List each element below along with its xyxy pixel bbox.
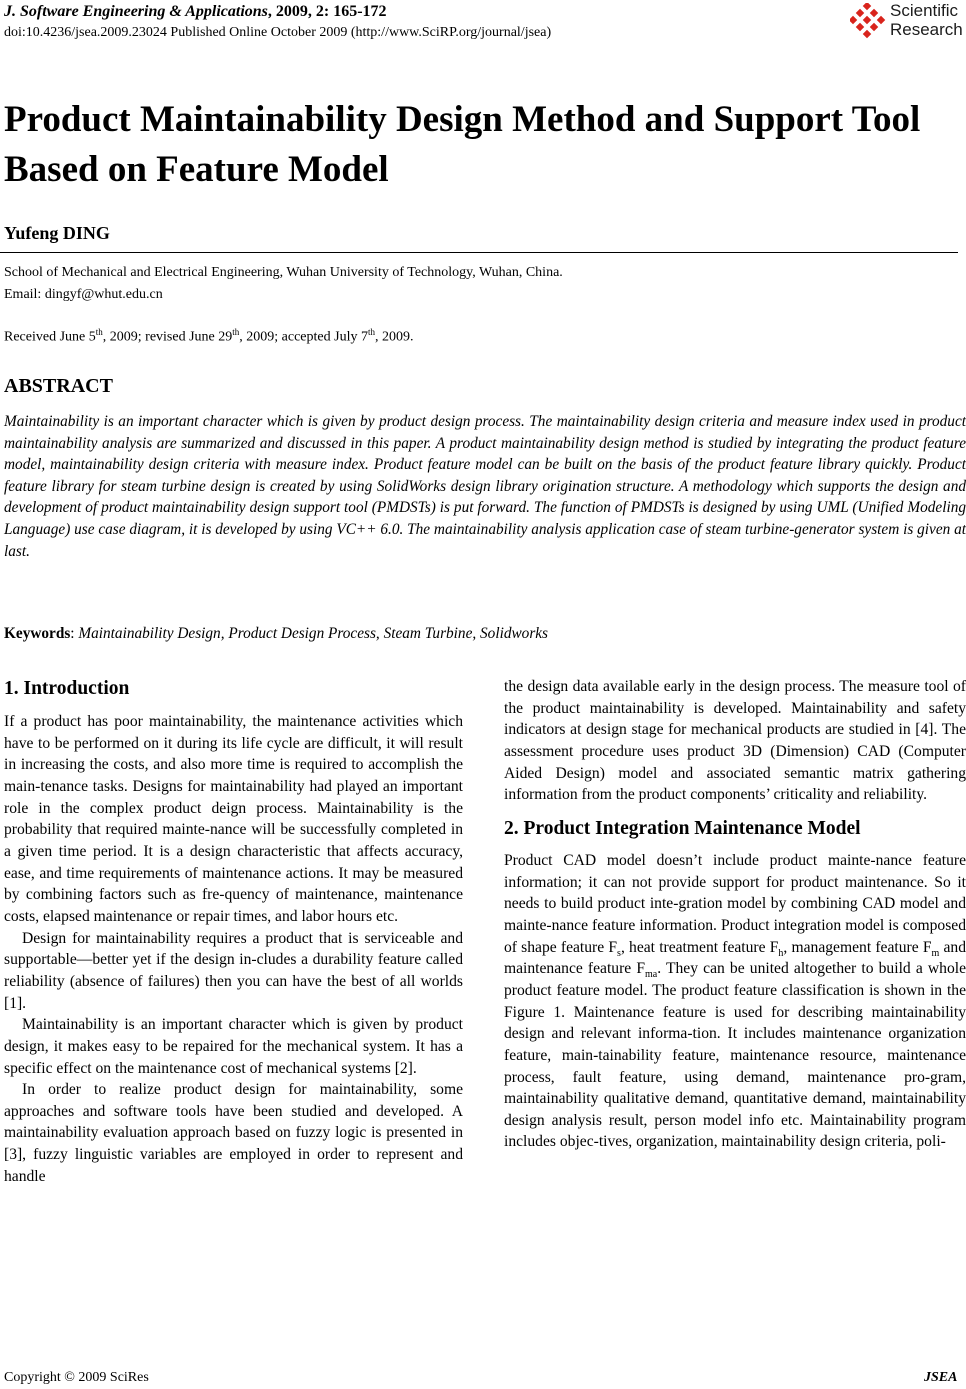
author-name: Yufeng DING <box>4 223 110 243</box>
author-divider <box>0 252 958 253</box>
ordinal-suffix: th <box>95 327 103 337</box>
accepted-text: , 2009; accepted July 7 <box>239 329 368 345</box>
intro-paragraph-4-continued: the design data available early in the design process. The measure tool of the product maintainability is developed. Maintainability and safety indicators at design stage for mechanical products are studied in [4]. The assessment procedure uses product 3D (Dimension) CAD (Computer Aided Design) model and associated semantic matrix gathering information from the product components’ criticality and reliability. <box>504 678 966 804</box>
abstract-body <box>4 411 966 562</box>
keywords <box>4 625 548 643</box>
footer-journal-abbr: JSEA <box>924 1370 958 1385</box>
doi-line: doi:10.4236/jsea.2009.23024 Published Online October 2009 (http://www.SciRP.org/journal/jsea) <box>4 25 552 40</box>
journal-name: J. Software Engineering & Applications <box>4 3 268 20</box>
subscript-s: s <box>617 947 621 959</box>
logo-line-1: Scientific <box>890 1 959 20</box>
subscript-m: m <box>931 947 940 959</box>
year-text: , 2009. <box>374 329 414 345</box>
keywords-label: Keywords <box>4 625 71 642</box>
section-heading-introduction: 1. Introduction <box>4 678 130 699</box>
ordinal-suffix: th <box>232 327 240 337</box>
footer-copyright: Copyright © 2009 SciRes <box>4 1370 149 1385</box>
model-text: , heat treatment feature F <box>620 938 779 956</box>
journal-citation <box>4 3 387 21</box>
received-text: Received June 5 <box>4 329 96 345</box>
paper-title: Product Maintainability Design Method and Support Tool Based on Feature Model <box>4 99 921 190</box>
model-text: and maintenance feature F <box>504 938 966 978</box>
author-email[interactable]: Email: dingyf@whut.edu.cn <box>4 287 163 302</box>
intro-paragraph-3: Maintainability is an important character which is given by product design, it makes easy to be repaired for the mechanical system. It has a specific effect on the maintenance cost of mechanical systems [2]. <box>4 1016 463 1077</box>
right-column <box>504 676 966 1153</box>
model-text: , management feature F <box>783 938 932 956</box>
intro-paragraph-1: If a product has poor maintainability, the maintenance activities which have to be performed on it during its life cycle are difficult, it will result in increasing the costs, and also more time is required to accomplish the main-tenance tasks. Designs for maintainability had played an important role in the complex product deign process. Maintainability is the probability that required mainte-nance will be successfully completed in a given time period. It is a design characteristic that affects accuracy, ease, and time requirements of maintenance actions. It may be measured by combining factors such as fre-quency of maintenance, maintenance costs, elapsed maintenance or repair times, and labor hours etc. <box>4 713 463 925</box>
keywords-text: Maintainability Design, Product Design Process, Steam Turbine, Solidworks <box>78 625 549 642</box>
abstract-heading: ABSTRACT <box>4 375 113 397</box>
revised-text: , 2009; revised June 29 <box>102 329 233 345</box>
journal-issue: , 2009, 2: 165-172 <box>267 3 387 20</box>
model-text: . They can be united altogether to build a whole product feature model. The product feature classification is shown in the Figure 1. Maintenance feature is used for describing maintainability design and relevant informa-tion. It includes maintenance organization feature, main-tainability feature, maintenance resource, maintenance process, fault feature, using demand, maintenance pro-gram, maintainability qualitative demand, quantitative demand, maintainability design analysis result, person model info etc. Maintainability program includes objec-tives, organization, maintainability design criteria, poli- <box>504 960 966 1151</box>
model-paragraph-1 <box>504 850 966 1153</box>
publisher-logo-icon <box>850 3 886 39</box>
publisher-logo <box>850 1 966 43</box>
subscript-ma: ma <box>645 969 658 981</box>
author-affiliation: School of Mechanical and Electrical Engineering, Wuhan University of Technology, Wuhan, China. <box>4 265 563 280</box>
intro-paragraph-2: Design for maintainability requires a product that is serviceable and supportable—better yet if the design in-cludes a durability feature called reliability (absence of failures) then you can have the best of all worlds [1]. <box>4 929 463 1012</box>
intro-paragraph-4: In order to realize product design for maintainability, some approaches and software tools have been studied and developed. A maintainability evaluation approach based on fuzzy logic is presented in [3], fuzzy linguistic variables are employed in order to represent and handle <box>4 1081 463 1185</box>
publisher-logo-text <box>890 1 963 39</box>
received-dates <box>4 327 413 346</box>
subscript-h: h <box>778 947 784 959</box>
logo-line-2: Research <box>890 20 963 39</box>
ordinal-suffix: th <box>367 327 375 337</box>
model-text: Product CAD model doesn’t include product mainte-nance feature information; it can not provide support for product maintenance. So it needs to build product inte-gration model by combining CAD model and mainte-nance feature information. Product integration model is composed of shape feature F <box>504 851 966 956</box>
keywords-colon: : <box>70 625 79 642</box>
left-column <box>4 676 463 1187</box>
section-heading-integration-model: 2. Product Integration Maintenance Model <box>504 817 861 839</box>
abstract-text: Maintainability is an important character which is given by product design process. The maintainability design criteria and measure index used in product maintainability analysis are summarized and discussed in this paper. A product maintainability design method is studied by integrating the product feature model, maintainability design criteria with measure index. Product feature model can be built on the basis of the product feature library quickly. Product feature library for steam turbine design is created by using SolidWorks design library origination structure. A methodology which supports the design and development of product maintainability design support tool (PMDSTs) is put forward. The function of PMDSTs is designed by using UML (Unified Modeling Language) use case diagram, it is developed by using VC++ 6.0. The maintainability analysis application case of steam turbine-generator system is given at last. <box>4 413 966 560</box>
